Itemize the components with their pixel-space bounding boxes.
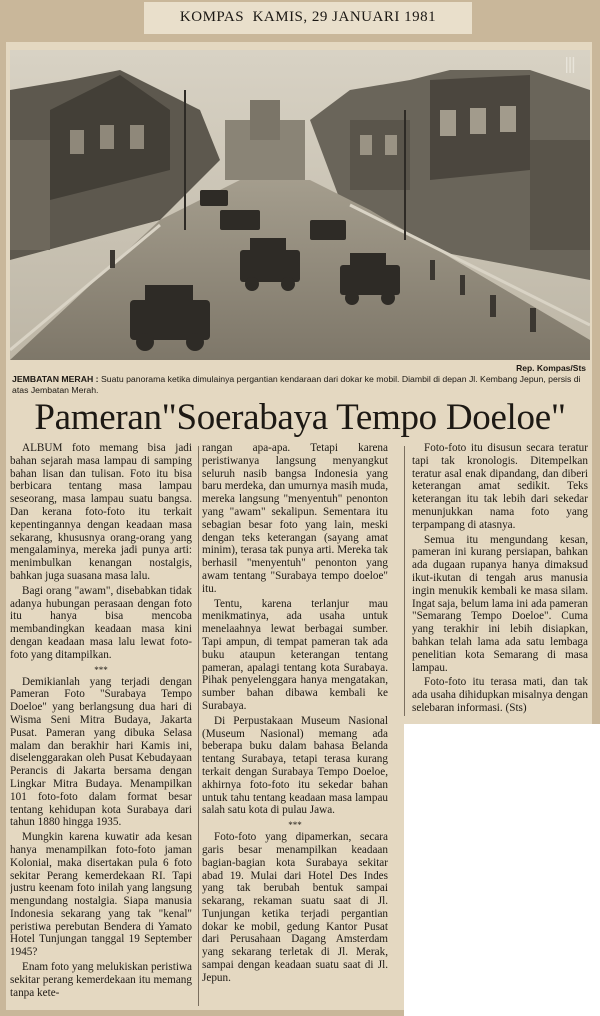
photo-caption — [12, 374, 588, 396]
article-column-1 — [10, 442, 192, 1008]
paragraph: Semua itu mengundang kesan, pameran ini kurang persiapan, bahkan ada dugaan rupanya hanya dimaksud ikut-ikutan di tengah arus manusia ingin menukik kembali ke masa silam. Ingat saja, belum lama ini ada pameran "Semarang Tempo Doeloe". Cuma yang terakhir ini lebih disiapkan, bahkan telah lama ada satu lembaga penelitian kota Semarang di masa lampau. — [412, 533, 588, 674]
article-column-2 — [202, 442, 388, 1002]
article-headline: Pameran"Soerabaya Tempo Doeloe" — [34, 397, 566, 438]
masthead-date: KAMIS, 29 JANUARI 1981 — [252, 9, 437, 25]
column-rule — [404, 446, 405, 716]
margin-marks: ||| — [564, 54, 575, 73]
paragraph: Di Perpustakaan Museum Nasional (Museum Nasional) memang ada beberapa buku dalam bahasa Belanda tentang Surabaya, tetapi terasa kurang terkait dengan Surabaya Tempo Doeloe, akhirnya foto-foto itu sekedar bahan untuk tahu tentang keadaan masa lampau salah satu kota di pulau Jawa. — [202, 714, 388, 817]
section-divider: *** — [288, 820, 302, 831]
photo-credit: Rep. Kompas/Sts — [516, 363, 586, 373]
paragraph: ALBUM foto memang bisa jadi bahan sejarah masa lampau di samping bahan lisan dan tulisan. Foto itu bisa berbicara tentang masa lampau seseorang, masa lampau suatu bangsa. Dan kerana foto-foto itu terkait kepentingannya dengan keadaan masa sekarang, khususnya orang-orang yang mengalaminya, mereka jadi punya arti: menimbulkan kenangan nostalgis, bahkan juga suasana masa lalu. — [10, 442, 192, 582]
masthead-dateline — [144, 2, 472, 34]
paragraph: Foto-foto itu disusun secara teratur tapi tak kronologis. Ditempelkan teratur asal enak dipandang, dan diberi keterangan amat sedikit. Teks keterangan itu tak lebih dari sekedar menunjukkan nama foto yang terpampang di atasnya. — [412, 442, 588, 531]
street-photo — [10, 50, 590, 360]
paragraph: Foto-foto yang dipamerkan, secara garis besar menampilkan keadaan bagian-bagian kota Surabaya sekitar abad 19. Mulai dari Hotel Des Indes yang tak berubah bentuk sampai sekarang, rekaman suatu saat di Jl. Tunjungan ketika terjadi pergantian dokar ke mobil, gedung Kantor Pusat dari Perusahaan Dagang Amsterdam yang sekarang terletak di Jl. Merak, sampai dengan keadaan suatu saat di Jl. Jepun. — [202, 831, 388, 984]
caption-text: Suatu panorama ketika dimulainya pergantian kendaraan dari dokar ke mobil. Diambil di depan Jl. Kembang Jepun, persis di atas Jembatan Merah. — [12, 374, 581, 395]
section-divider: *** — [94, 664, 108, 675]
paragraph: Foto-foto itu terasa mati, dan tak ada usaha dihidupkan misalnya dengan selebaran informasi. (Sts) — [412, 676, 588, 714]
caption-label: JEMBATAN MERAH : — [12, 374, 99, 384]
column-rule — [198, 446, 199, 1006]
paragraph: Demikianlah yang terjadi dengan Pameran Foto "Surabaya Tempo Doeloe" yang berlangsung dua hari di Wisma Seni Mitra Budaya, Jakarta Pusat. Pameran yang dibuka Selasa malam dan berakhir hari Kamis ini, diselenggarakan oleh Pusat Kebudayaan Perancis di Jakarta bersama dengan Lingkar Mitra Budaya. Menampilkan 101 foto-foto dalam format besar tentang kehidupan kota Surabaya dari tahun 1880 hingga 1935. — [10, 675, 192, 829]
paragraph: Bagi orang "awam", disebabkan tidak adanya hubungan perasaan dengan foto itu hanya bisa mencoba membandingkan keadaan masa kini dengan keadaan masa lalu lewat foto-foto yang ditampilkan. — [10, 584, 192, 661]
paragraph: Enam foto yang melukiskan peristiwa sekitar perang kemerdekaan itu memang tanpa kete- — [10, 961, 192, 999]
paragraph: rangan apa-apa. Tetapi karena peristiwanya langsung menyangkut seluruh nasib bangsa Indonesia yang baru merdeka, dan umurnya masih muda, mereka langsung "menyentuh" penonton yang "awam" sekalipun. Sementara itu sebagian besar foto yang lain, meski dengan teks keterangan (sayang amat minim), terasa tak punya arti. Mereka tak berhasil "menyentuh" penonton yang awam tentang "Surabaya tempo doeloe" itu. — [202, 442, 388, 595]
masthead-paper: KOMPAS — [179, 9, 245, 25]
street-photo-illustration — [10, 50, 590, 360]
paragraph: Mungkin karena kuwatir ada kesan hanya menampilkan foto-foto jaman Kolonial, maka disertakan pula 6 foto sekitar Perang kemerdekaan RI. Tapi justru keenam foto inilah yang langsung mengundang nostalgia. Siapa manusia Indonesia sekarang yang tak "kenal" peristiwa perebutan Bendera di Yamato Hotel Tunjungan tanggal 19 September 1945? — [10, 831, 192, 959]
blank-cutout — [404, 724, 600, 1016]
paragraph: Tentu, karena terlanjur mau menikmatinya, ada usaha untuk menelaahnya lewat berbagai sumber. Tapi ampun, di tempat pameran tak ada buku ataupun keterangan tentang pameran, apalagi tentang kota Surabaya. Pihak penyelenggara hanya mengatakan, sumber bahan dibawa kembali ke Surabaya. — [202, 597, 388, 712]
article-column-3 — [412, 442, 588, 718]
